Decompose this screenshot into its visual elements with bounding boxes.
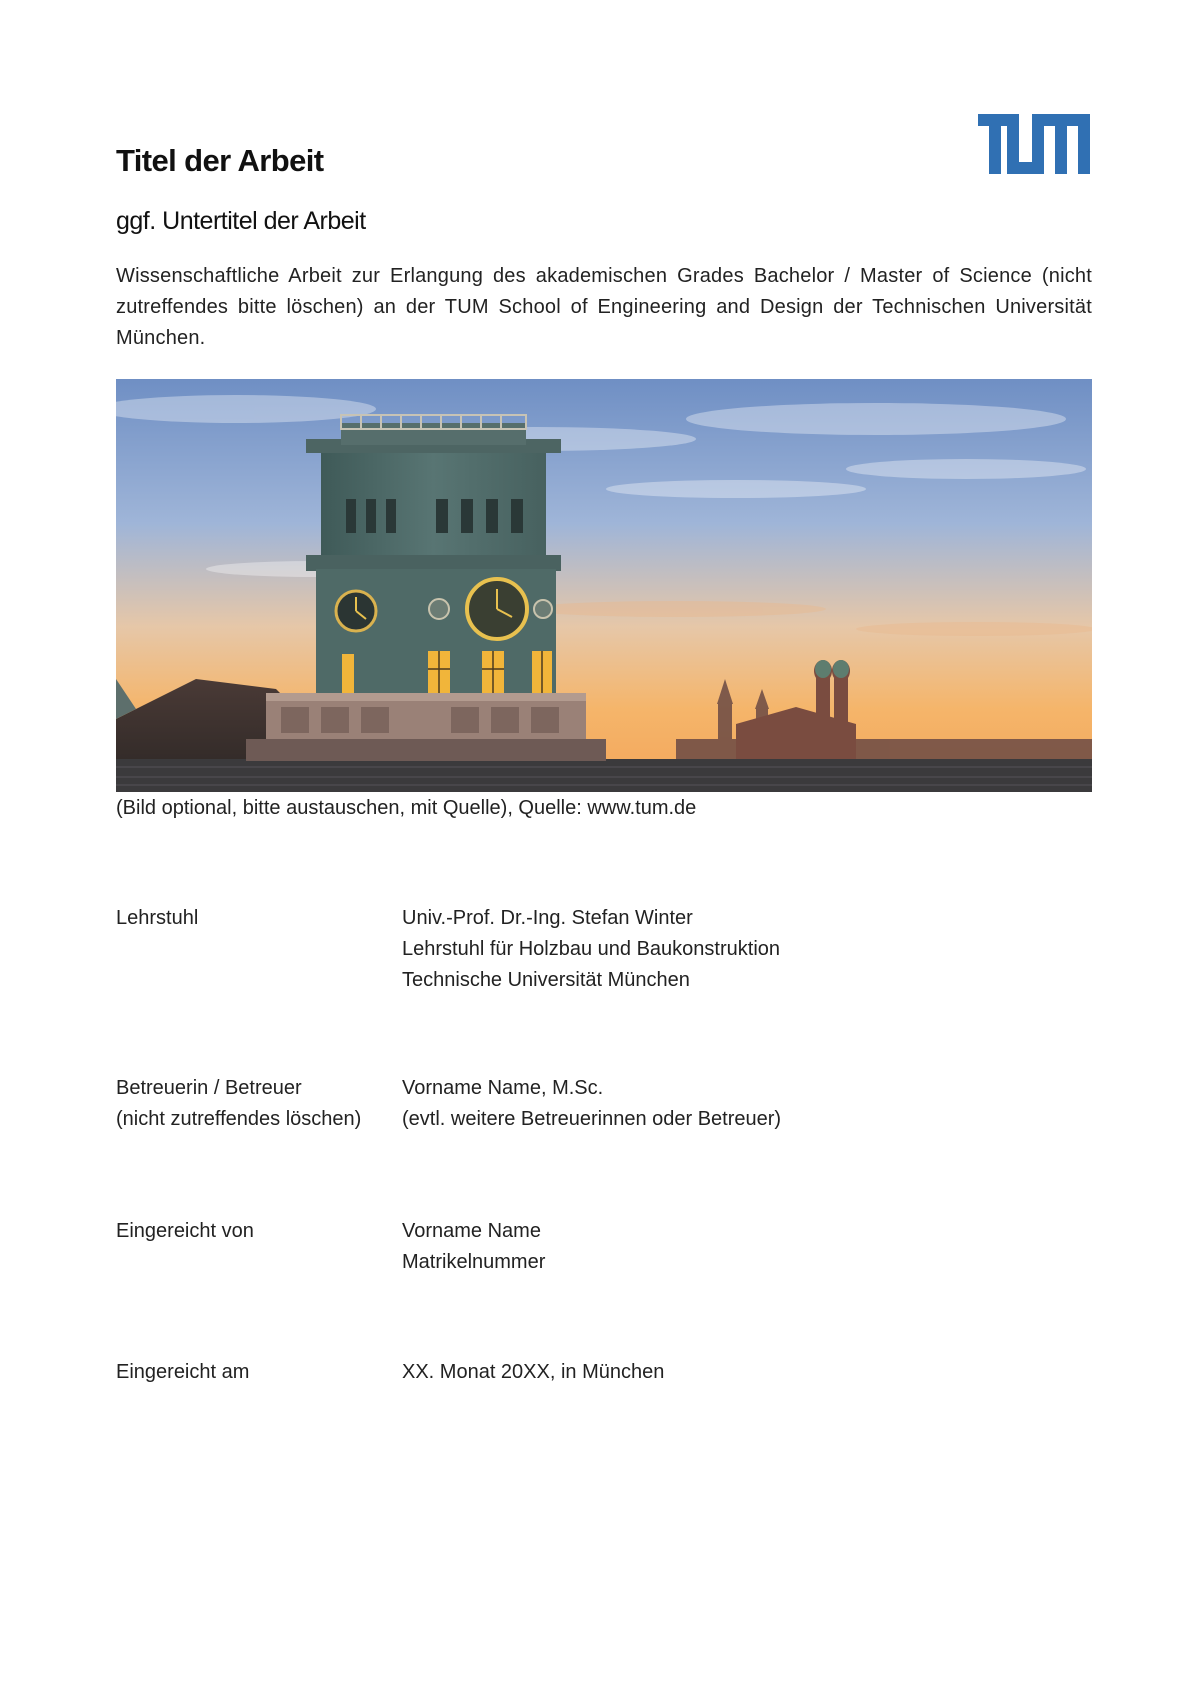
- matriculation-number: Matrikelnummer: [402, 1251, 546, 1273]
- thesis-subtitle: ggf. Untertitel der Arbeit: [116, 207, 366, 235]
- supervisor-name: Vorname Name, M.Sc.: [402, 1077, 604, 1099]
- submission-date: XX. Monat 20XX, in München: [402, 1361, 665, 1383]
- author-name: Vorname Name: [402, 1220, 541, 1242]
- supervisor-label: Betreuerin / Betreuer: [116, 1077, 302, 1099]
- tum-logo: [978, 114, 1090, 174]
- chair-name: Lehrstuhl für Holzbau und Baukonstruktion: [402, 938, 781, 960]
- supervisor-additional: (evtl. weitere Betreuerinnen oder Betreuer): [402, 1108, 782, 1130]
- intro-paragraph: Wissenschaftliche Arbeit zur Erlangung des akademischen Grades Bachelor / Master of Science (nicht zutreffendes bitte löschen) an der TUM School of Engineering and Design der Technischen Universität München.: [116, 265, 1092, 349]
- info-value-chair: [402, 903, 1092, 996]
- supervisor-note: (nicht zutreffendes löschen): [116, 1108, 362, 1130]
- info-label-chair: Lehrstuhl: [116, 907, 199, 929]
- info-value-submitted-by: [402, 1216, 1092, 1278]
- chair-university: Technische Universität München: [402, 969, 690, 991]
- info-label-submitted-on: Eingereicht am: [116, 1361, 250, 1383]
- thesis-title: Titel der Arbeit: [116, 143, 324, 178]
- chair-professor: Univ.-Prof. Dr.-Ing. Stefan Winter: [402, 907, 693, 929]
- info-label-supervisor: [116, 1073, 401, 1135]
- info-label-submitted-by: Eingereicht von: [116, 1220, 254, 1242]
- hero-image: [116, 379, 1092, 792]
- info-value-supervisor: [402, 1073, 1092, 1135]
- image-caption: (Bild optional, bitte austauschen, mit Quelle), Quelle: www.tum.de: [116, 797, 697, 819]
